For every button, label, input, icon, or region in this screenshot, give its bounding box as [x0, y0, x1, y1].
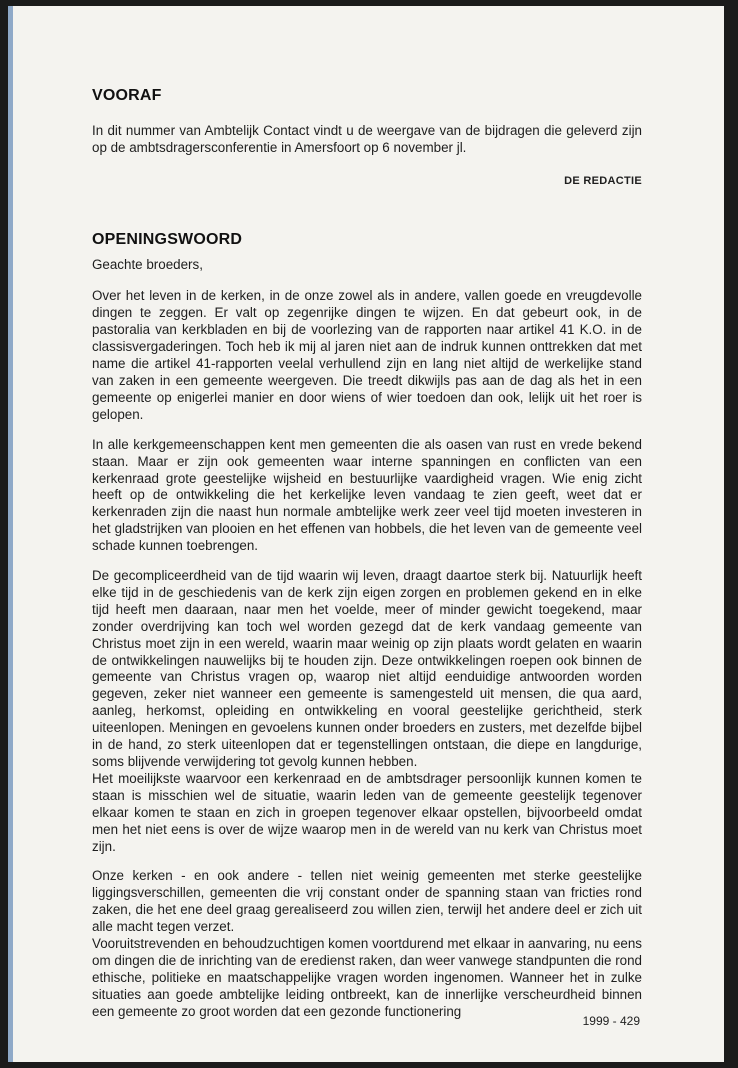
vooraf-text: In dit nummer van Ambtelijk Contact vindt u de weergave van de bijdragen die geleverd zijn op de ambtsdragersconferentie in Amersfoort op 6 november jl. — [92, 122, 642, 155]
paragraph: In alle kerkgemeenschappen kent men gemeenten die als oasen van rust en vrede bekend staan. Maar er zijn ook gemeenten waar interne spanningen en conflicten van een kerkenraad grote geestelijke wijsheid en bestuurlijke vaardigheid vragen. Wie enig zicht heeft op de ontwikkeling die het kerkelijke leven vandaag te zien geeft, weet dat er kerkenraden zijn die naast hun normale ambtelijke werk zeer veel tijd moeten investeren in het gladstrijken van plooien en het effenen van hobbels, die het leven van de gemeente veel schade kunnen toebrengen. — [92, 436, 642, 554]
article-body — [92, 88, 642, 1021]
paragraph: Onze kerken - en ook andere - tellen niet weinig gemeenten met sterke geestelijke liggingsverschillen, gemeenten die vrij constant onder de spanning staan van fricties rond zaken, die het ene deel graag gerealiseerd zou willen zien, terwijl het andere deel er zich uit alle macht tegen verzet. — [92, 868, 642, 935]
paragraph: De gecompliceerdheid van de tijd waarin wij leven, draagt daartoe sterk bij. Natuurlijk heeft elke tijd in de geschiedenis van de kerk zijn eigen zorgen en problemen gekend en in elke tijd heeft men daaraan, naar men het voelde, meer of minder gewicht toegekend, maar zonder overdrijving kan toch wel worden gezegd dat de kerk vandaag gemeente van Christus moet zijn in een wereld, waarin maar weinig op zijn plaats wordt gelaten en waarin de ontwikkelingen nauwelijks bij te houden zijn. Deze ontwikkelingen roepen ook binnen de gemeente van Christus vragen op, waarop niet altijd eenduidige antwoorden worden gegeven, zeker niet wanneer een gemeente is samengesteld uit mensen, die qua aard, aanleg, herkomst, opleiding en ontwikkeling en vooral geestelijke gerichtheid, sterk uiteenlopen. Meningen en gevoelens kunnen onder broeders en zusters, met dezelfde bijbel in de hand, zo sterk uiteenlopen dat er tegenstellingen ontstaan, die diepe en langdurige, soms blijvende verwijdering tot gevolg kunnen hebben. — [92, 568, 642, 769]
editorial-signature: DE REDACTIE — [564, 174, 642, 187]
paragraph: Over het leven in de kerken, in de onze zowel als in andere, vallen goede en vreugdevolle dingen te zeggen. Er valt op zegenrijke dingen te wijzen. En dat gebeurt ook, in de pastoralia van kerkbladen en bij de voorlezing van de rapporten naar artikel 41 K.O. in de classisvergaderingen. Toch heb ik mij al jaren niet aan de indruk kunnen onttrekken dat met name die artikel 41-rapporten veelal verhullend zijn en lang niet altijd de werkelijke stand van zaken in een gemeente weergeven. Die treedt dikwijls pas aan de dag als het in een gemeente op enigerlei manier en door wiens of wier toedoen dan ook, lelijk uit het roer is gelopen. — [92, 288, 642, 422]
salutation: Geachte broeders, — [92, 256, 203, 272]
vooraf-heading: VOORAF — [92, 87, 162, 104]
paragraph: Vooruitstrevenden en behoudzuchtigen komen voortdurend met elkaar in aanvaring, nu eens om dingen die de inrichting van de eredienst raken, dan weer vanwege standpunten die rond ethische, politieke en maatschappelijke vragen worden ingenomen. Wanneer het in zulke situaties aan goede ambtelijke leiding ontbreekt, kan de innerlijke verscheurdheid binnen een gemeente zo groot worden dat een gezonde functionering — [92, 936, 642, 1019]
paragraph: Het moeilijkste waarvoor een kerkenraad en de ambtsdrager persoonlijk kunnen komen te staan is misschien wel de situatie, waarin leden van de gemeente geestelijk tegenover elkaar komen te staan en zich in groepen tegenover elkaar opstellen, bijvoorbeeld omdat men het niet eens is over de wijze waarop men in de wereld van nu kerk van Christus moet zijn. — [92, 770, 642, 854]
openingswoord-heading: OPENINGSWOORD — [92, 230, 243, 248]
page-number: 1999 - 429 — [582, 1014, 640, 1028]
binding-edge — [8, 6, 13, 1062]
